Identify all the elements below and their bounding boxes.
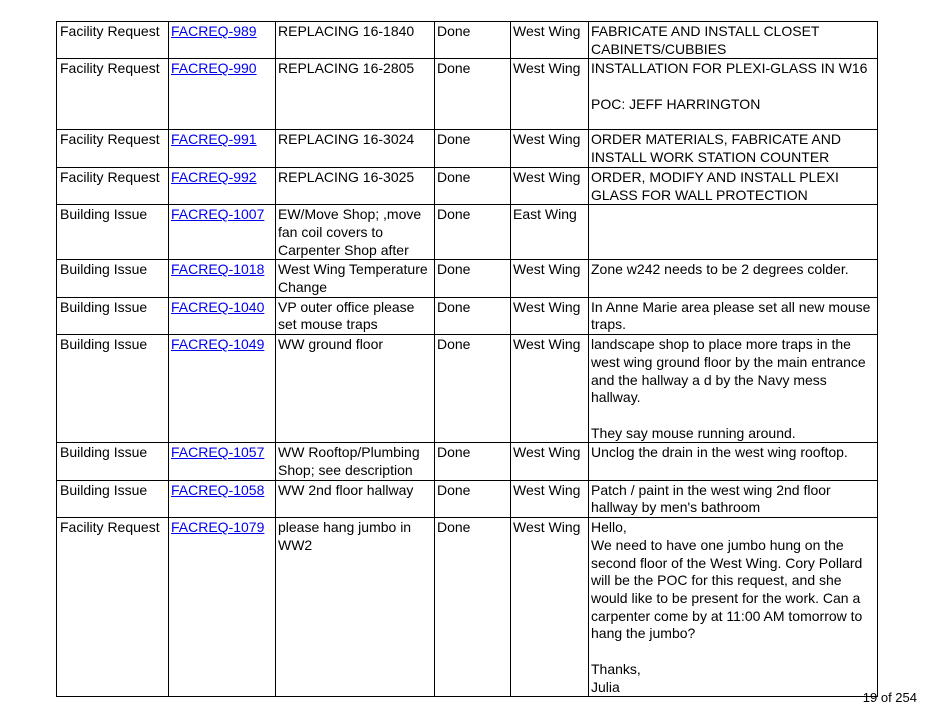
- table-row: [57, 22, 878, 59]
- location-cell: West Wing: [511, 130, 589, 167]
- summary-cell: VP outer office please set mouse traps: [276, 297, 435, 334]
- table-row: [57, 167, 878, 204]
- issue-key-link[interactable]: FACREQ-1018: [171, 261, 265, 278]
- issue-key-link[interactable]: FACREQ-992: [171, 168, 257, 185]
- summary-cell: WW 2nd floor hallway: [276, 480, 435, 517]
- location-cell: West Wing: [511, 518, 589, 697]
- issue-key-link[interactable]: FACREQ-990: [171, 60, 257, 77]
- status-cell: Done: [435, 260, 511, 297]
- summary-cell: REPLACING 16-3025: [276, 167, 435, 204]
- status-cell: Done: [435, 518, 511, 697]
- status-cell: Done: [435, 335, 511, 443]
- issue-type-cell: Building Issue: [57, 205, 169, 260]
- location-cell: West Wing: [511, 59, 589, 130]
- description-cell: In Anne Marie area please set all new mouse traps.: [589, 297, 878, 334]
- location-cell: West Wing: [511, 480, 589, 517]
- description-cell: INSTALLATION FOR PLEXI-GLASS IN W16 POC: JEFF HARRINGTON: [589, 59, 878, 130]
- description-cell: ORDER, MODIFY AND INSTALL PLEXI GLASS FOR WALL PROTECTION: [589, 167, 878, 204]
- issue-key-link[interactable]: FACREQ-1057: [171, 444, 265, 461]
- location-cell: West Wing: [511, 260, 589, 297]
- issue-type-cell: Building Issue: [57, 480, 169, 517]
- issue-key-link[interactable]: FACREQ-1079: [171, 519, 265, 536]
- issue-type-cell: Facility Request: [57, 130, 169, 167]
- page-number: 19 of 254: [862, 690, 917, 705]
- summary-cell: please hang jumbo in WW2: [276, 518, 435, 697]
- status-cell: Done: [435, 167, 511, 204]
- issue-key-link[interactable]: FACREQ-989: [171, 23, 257, 39]
- location-cell: West Wing: [511, 297, 589, 334]
- issues-table: [56, 21, 878, 697]
- issue-type-cell: Building Issue: [57, 297, 169, 334]
- status-cell: Done: [435, 205, 511, 260]
- issue-key-cell: [169, 335, 276, 443]
- status-cell: Done: [435, 22, 511, 59]
- issue-key-cell: [169, 480, 276, 517]
- status-cell: Done: [435, 297, 511, 334]
- issue-type-cell: Facility Request: [57, 59, 169, 130]
- issue-key-cell: [169, 130, 276, 167]
- issue-key-cell: [169, 167, 276, 204]
- summary-cell: REPLACING 16-3024: [276, 130, 435, 167]
- description-cell: landscape shop to place more traps in the west wing ground floor by the main entrance and the hallway a d by the Navy mess hallway. They say mouse running around.: [589, 335, 878, 443]
- issue-type-cell: Building Issue: [57, 260, 169, 297]
- issue-key-cell: [169, 260, 276, 297]
- table-row: [57, 297, 878, 334]
- location-cell: West Wing: [511, 443, 589, 480]
- issue-type-cell: Building Issue: [57, 443, 169, 480]
- issue-type-cell: Building Issue: [57, 335, 169, 443]
- table-row: [57, 335, 878, 443]
- issue-key-link[interactable]: FACREQ-991: [171, 131, 257, 148]
- description-cell: FABRICATE AND INSTALL CLOSET CABINETS/CUBBIES: [589, 22, 878, 59]
- issues-table-body: [57, 22, 878, 697]
- issue-key-link[interactable]: FACREQ-1040: [171, 298, 265, 315]
- table-row: [57, 443, 878, 480]
- issue-type-cell: Facility Request: [57, 22, 169, 59]
- table-row: [57, 205, 878, 260]
- location-cell: West Wing: [511, 167, 589, 204]
- issue-type-cell: Facility Request: [57, 518, 169, 697]
- summary-cell: REPLACING 16-1840: [276, 22, 435, 59]
- issue-key-cell: [169, 59, 276, 130]
- table-row: [57, 518, 878, 697]
- status-cell: Done: [435, 59, 511, 130]
- summary-cell: EW/Move Shop; ,move fan coil covers to Carpenter Shop after: [276, 205, 435, 260]
- issue-key-link[interactable]: FACREQ-1049: [171, 336, 265, 353]
- status-cell: Done: [435, 480, 511, 517]
- summary-cell: REPLACING 16-2805: [276, 59, 435, 130]
- issue-key-link[interactable]: FACREQ-1007: [171, 206, 265, 223]
- location-cell: West Wing: [511, 22, 589, 59]
- table-row: [57, 260, 878, 297]
- issue-key-cell: [169, 518, 276, 697]
- issue-key-cell: [169, 297, 276, 334]
- status-cell: Done: [435, 130, 511, 167]
- status-cell: Done: [435, 443, 511, 480]
- table-row: [57, 130, 878, 167]
- summary-cell: WW Rooftop/Plumbing Shop; see description: [276, 443, 435, 480]
- location-cell: West Wing: [511, 335, 589, 443]
- issue-key-link[interactable]: FACREQ-1058: [171, 481, 265, 498]
- issue-type-cell: Facility Request: [57, 167, 169, 204]
- summary-cell: West Wing Temperature Change: [276, 260, 435, 297]
- location-cell: East Wing: [511, 205, 589, 260]
- table-row: [57, 59, 878, 130]
- issue-key-cell: [169, 22, 276, 59]
- description-cell: Zone w242 needs to be 2 degrees colder.: [589, 260, 878, 297]
- description-cell: Hello, We need to have one jumbo hung on the second floor of the West Wing. Cory Pollard will be the POC for this request, and she would like to be present for the work. Can a carpenter come by at 11:00 AM tomorrow to hang the jumbo? Thanks, Julia: [589, 518, 878, 697]
- issue-key-cell: [169, 443, 276, 480]
- description-cell: ORDER MATERIALS, FABRICATE AND INSTALL WORK STATION COUNTER: [589, 130, 878, 167]
- summary-cell: WW ground floor: [276, 335, 435, 443]
- description-cell: [589, 205, 878, 260]
- issue-key-cell: [169, 205, 276, 260]
- description-cell: Patch / paint in the west wing 2nd floor hallway by men's bathroom: [589, 480, 878, 517]
- table-row: [57, 480, 878, 517]
- description-cell: Unclog the drain in the west wing rooftop.: [589, 443, 878, 480]
